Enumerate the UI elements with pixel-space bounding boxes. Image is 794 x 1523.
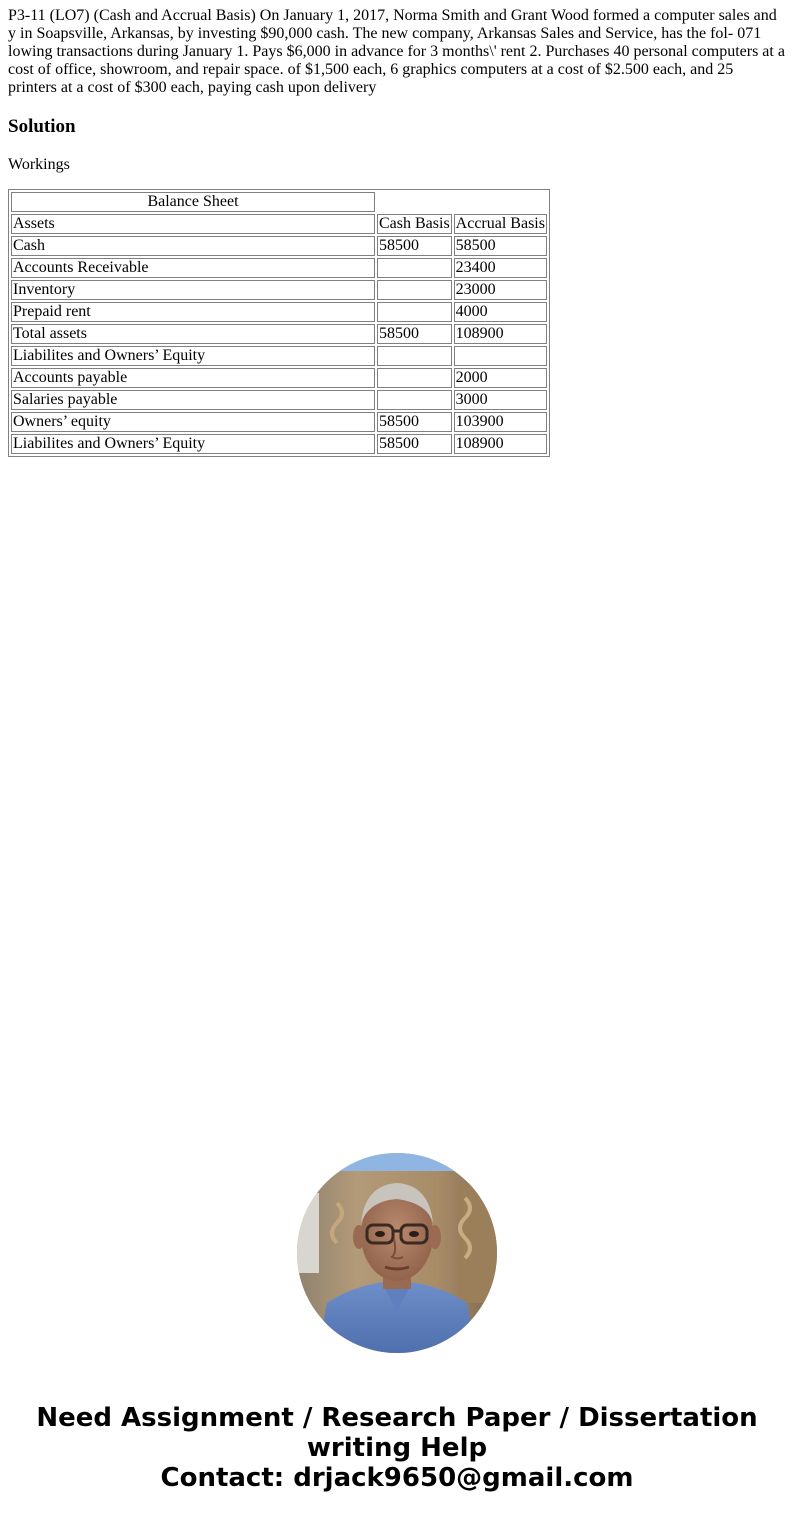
table-title-row bbox=[11, 192, 547, 212]
row-accrual-value: 103900 bbox=[454, 412, 547, 432]
workings-label: Workings bbox=[8, 156, 70, 173]
page-content bbox=[0, 0, 794, 457]
table-row bbox=[11, 302, 547, 322]
row-label: Owners’ equity bbox=[11, 412, 375, 432]
table-row bbox=[11, 236, 547, 256]
row-accrual-value: 2000 bbox=[454, 368, 547, 388]
row-accrual-value: 3000 bbox=[454, 390, 547, 410]
table-row bbox=[11, 280, 547, 300]
advert-contact-line: Contact: drjack9650@gmail.com bbox=[160, 1463, 634, 1493]
row-label: Salaries payable bbox=[11, 390, 375, 410]
row-accrual-value: 108900 bbox=[454, 434, 547, 454]
row-accrual-value: 108900 bbox=[454, 324, 547, 344]
question-text: P3-11 (LO7) (Cash and Accrual Basis) On January 1, 2017, Norma Smith and Grant Wood formed a computer sales and y in Soapsville, Arkansas, by investing $90,000 cash. The new company, Arkansas Sales and Service, has the fol- 071 lowing transactions during January 1. Pays $6,000 in advance for 3 months\' rent 2. Purchases 40 personal computers at a cost of office, showroom, and repair space. of $1,500 each, 6 graphics computers at a cost of $2.500 each, and 25 printers at a cost of $300 each, paying cash upon delivery bbox=[8, 7, 785, 96]
table-row bbox=[11, 368, 547, 388]
header-accrual-basis: Accrual Basis bbox=[455, 215, 545, 232]
table-row bbox=[11, 324, 547, 344]
row-label: Total assets bbox=[11, 324, 375, 344]
table-row bbox=[11, 434, 547, 454]
row-cash-value bbox=[377, 346, 452, 366]
row-accrual-value: 23000 bbox=[454, 280, 547, 300]
solution-heading: Solution bbox=[8, 116, 76, 137]
row-label: Accounts Receivable bbox=[11, 258, 375, 278]
row-label: Liabilites and Owners’ Equity bbox=[11, 346, 375, 366]
row-cash-value: 58500 bbox=[377, 412, 452, 432]
row-cash-value: 58500 bbox=[377, 236, 452, 256]
row-cash-value: 58500 bbox=[377, 324, 452, 344]
row-label: Liabilites and Owners’ Equity bbox=[11, 434, 375, 454]
row-cash-value bbox=[377, 258, 452, 278]
empty-cell bbox=[377, 192, 547, 212]
advert-line-2: writing Help bbox=[306, 1433, 488, 1463]
row-label: Accounts payable bbox=[11, 368, 375, 388]
header-assets: Assets bbox=[11, 214, 375, 234]
table-row bbox=[11, 390, 547, 410]
author-avatar bbox=[297, 1153, 497, 1353]
row-cash-value bbox=[377, 368, 452, 388]
balance-sheet-title: Balance Sheet bbox=[11, 192, 375, 212]
row-cash-value: 58500 bbox=[377, 434, 452, 454]
table-row bbox=[11, 258, 547, 278]
advert-line-1: Need Assignment / Research Paper / Dissertation bbox=[36, 1403, 758, 1433]
row-label: Inventory bbox=[11, 280, 375, 300]
avatar-portrait-image bbox=[297, 1153, 497, 1353]
row-cash-value bbox=[377, 280, 452, 300]
balance-sheet-table bbox=[8, 189, 550, 457]
row-accrual-value: 23400 bbox=[454, 258, 547, 278]
advert-banner bbox=[0, 1403, 794, 1493]
header-cash-basis: Cash Basis bbox=[379, 215, 450, 232]
table-row bbox=[11, 412, 547, 432]
row-accrual-value bbox=[454, 346, 547, 366]
row-cash-value bbox=[377, 302, 452, 322]
row-label: Cash bbox=[11, 236, 375, 256]
table-header-row bbox=[11, 214, 547, 234]
row-label: Prepaid rent bbox=[11, 302, 375, 322]
row-cash-value bbox=[377, 390, 452, 410]
row-accrual-value: 58500 bbox=[454, 236, 547, 256]
table-row bbox=[11, 346, 547, 366]
row-accrual-value: 4000 bbox=[454, 302, 547, 322]
